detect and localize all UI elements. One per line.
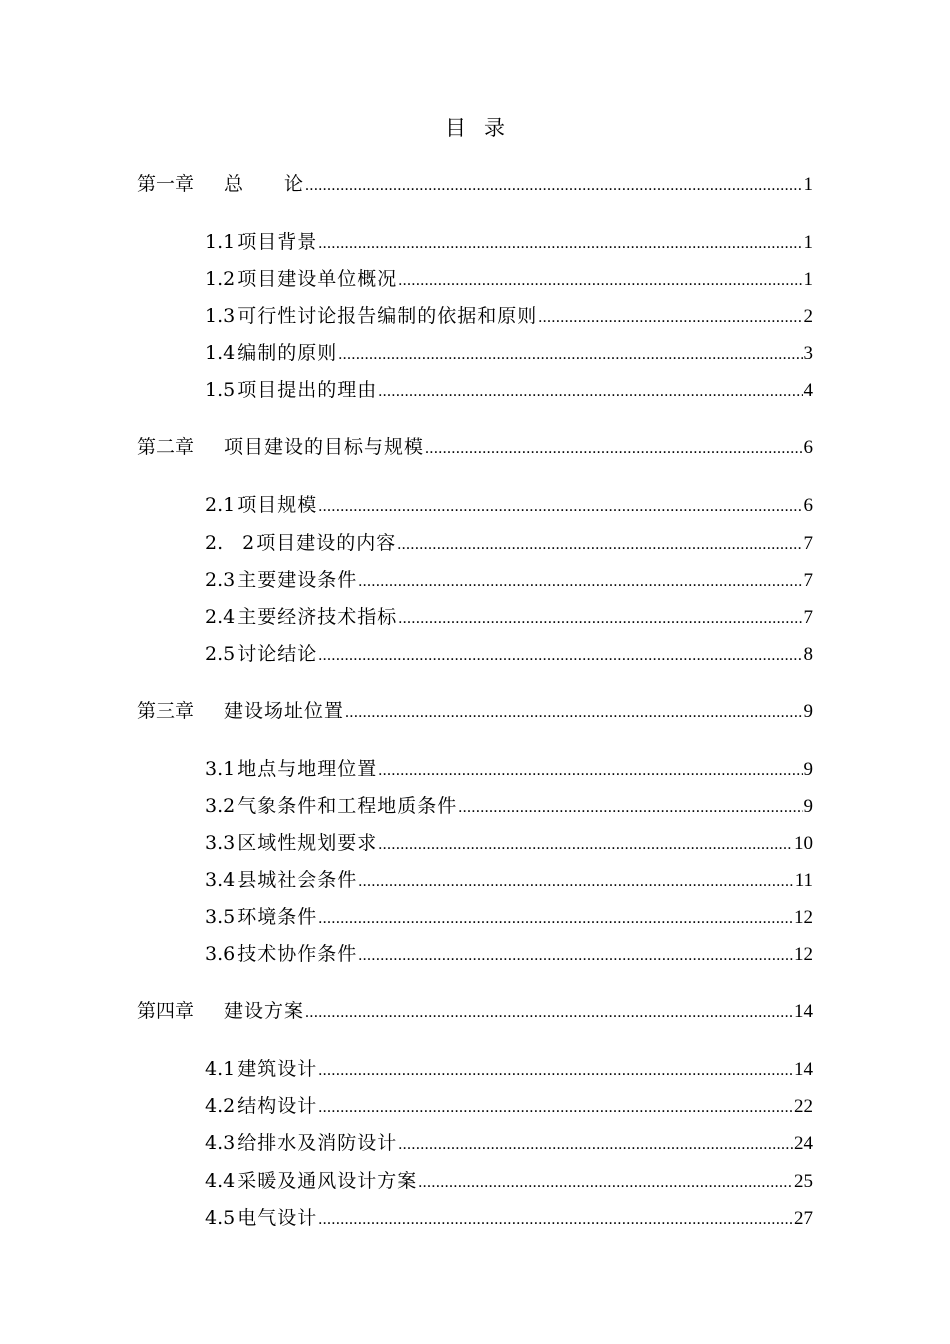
- toc-dot-leader: [397, 533, 802, 557]
- toc-page-number: 3: [803, 343, 813, 364]
- toc-entry-label: [137, 999, 304, 1023]
- toc-dot-leader: [345, 701, 802, 725]
- toc-page-number: 9: [803, 759, 813, 780]
- toc-dot-leader: [318, 1208, 793, 1232]
- toc-dot-leader: [378, 380, 802, 404]
- toc-dot-leader: [358, 570, 802, 594]
- toc-page-number: 24: [794, 1133, 813, 1154]
- toc-entry-text: 项目规模: [237, 494, 318, 516]
- toc-dot-leader: [318, 1059, 793, 1083]
- toc-entry-text: 主要建设条件: [237, 569, 358, 591]
- toc-section-entry[interactable]: [205, 1169, 813, 1195]
- toc-entry-number: 1.5: [205, 379, 236, 401]
- toc-entry-label: [205, 868, 357, 892]
- toc-entry-label: [205, 1094, 317, 1118]
- toc-page-number: 9: [803, 796, 813, 817]
- toc-entry-number: 2.5: [205, 643, 236, 665]
- toc-entry-text: 主要经济技术指标: [237, 606, 398, 628]
- toc-entry-label: [205, 267, 397, 291]
- toc-page-number: 7: [803, 570, 813, 591]
- toc-section-entry[interactable]: [205, 757, 813, 783]
- toc-entry-text: 地点与地理位置: [237, 758, 378, 780]
- toc-dot-leader: [378, 759, 802, 783]
- toc-entry-number: 4.1: [205, 1058, 236, 1080]
- toc-entry-number: 2. 2: [205, 532, 255, 554]
- toc-section-entry[interactable]: [205, 1094, 813, 1120]
- toc-entry-label: [205, 642, 317, 666]
- toc-section-entry[interactable]: [205, 230, 813, 256]
- toc-dot-leader: [318, 1096, 793, 1120]
- toc-entry-text: 结构设计: [237, 1095, 318, 1117]
- toc-entry-text: 给排水及消防设计: [237, 1132, 398, 1154]
- toc-entry-label: [205, 905, 317, 929]
- toc-section-entry[interactable]: [205, 341, 813, 367]
- toc-dot-leader: [358, 870, 793, 894]
- toc-entry-text: 建设场址位置: [224, 700, 345, 722]
- toc-entry-label: [205, 757, 377, 781]
- toc-entry-number: 3.3: [205, 832, 236, 854]
- toc-page-number: 11: [794, 870, 813, 891]
- toc-page-number: 27: [794, 1208, 813, 1229]
- toc-page-number: 14: [794, 1001, 813, 1022]
- toc-entry-text: 可行性讨论报告编制的依据和原则: [237, 305, 538, 327]
- toc-page-number: 9: [803, 701, 813, 722]
- toc-entry-label: [205, 378, 377, 402]
- toc-entry-label: [205, 304, 537, 328]
- toc-dot-leader: [538, 306, 802, 330]
- toc-chapter-entry[interactable]: [137, 172, 813, 198]
- toc-dot-leader: [305, 1001, 793, 1025]
- toc-section-entry[interactable]: [205, 1131, 813, 1157]
- toc-entry-number: 4.4: [205, 1170, 236, 1192]
- toc-entry-label: [205, 831, 377, 855]
- toc-entry-number: 3.6: [205, 943, 236, 965]
- toc-entry-number: 4.3: [205, 1132, 236, 1154]
- toc-dot-leader: [398, 607, 802, 631]
- toc-dot-leader: [425, 437, 802, 461]
- toc-section-entry[interactable]: [205, 794, 813, 820]
- toc-entry-number: 4.2: [205, 1095, 236, 1117]
- toc-section-entry[interactable]: [205, 531, 813, 557]
- toc-page-number: 6: [803, 437, 813, 458]
- toc-page-number: 8: [803, 644, 813, 665]
- toc-entry-text: 项目建设的内容: [256, 532, 397, 554]
- toc-dot-leader: [378, 833, 793, 857]
- toc-entry-label: [137, 172, 304, 196]
- toc-section-entry[interactable]: [205, 493, 813, 519]
- toc-dot-leader: [418, 1171, 793, 1195]
- toc-entry-text: 环境条件: [237, 906, 318, 928]
- toc-entry-text: 编制的原则: [237, 342, 338, 364]
- toc-entry-number: 第一章: [137, 173, 195, 195]
- toc-section-entry[interactable]: [205, 1206, 813, 1232]
- toc-dot-leader: [398, 1133, 793, 1157]
- toc-dot-leader: [318, 644, 802, 668]
- toc-entry-label: [205, 605, 397, 629]
- toc-entry-number: 1.4: [205, 342, 236, 364]
- toc-entry-text: 讨论结论: [237, 643, 318, 665]
- toc-page-number: 6: [803, 495, 813, 516]
- toc-title-part2: 录: [484, 116, 505, 140]
- toc-entry-text: 采暖及通风设计方案: [237, 1170, 418, 1192]
- toc-dot-leader: [318, 495, 802, 519]
- toc-page-number: 22: [794, 1096, 813, 1117]
- toc-entry-text: 区域性规划要求: [237, 832, 378, 854]
- toc-entry-label: [205, 942, 357, 966]
- toc-section-entry[interactable]: [205, 868, 813, 894]
- toc-entry-label: [137, 699, 344, 723]
- toc-page-number: 12: [794, 907, 813, 928]
- toc-entry-label: [137, 435, 424, 459]
- toc-dot-leader: [338, 343, 802, 367]
- toc-entry-number: 3.2: [205, 795, 236, 817]
- toc-entry-label: [205, 531, 396, 555]
- toc-page-number: 7: [803, 533, 813, 554]
- toc-page-number: 12: [794, 944, 813, 965]
- toc-dot-leader: [458, 796, 802, 820]
- toc-section-entry[interactable]: [205, 905, 813, 931]
- toc-entry-text: 县城社会条件: [237, 869, 358, 891]
- toc-entry-text: 项目提出的理由: [237, 379, 378, 401]
- toc-entry-label: [205, 568, 357, 592]
- toc-section-entry[interactable]: [205, 605, 813, 631]
- toc-entry-number: 3.1: [205, 758, 236, 780]
- toc-entry-number: 1.3: [205, 305, 236, 327]
- toc-entry-label: [205, 1131, 397, 1155]
- toc-page-number: 25: [794, 1171, 813, 1192]
- toc-section-entry[interactable]: [205, 267, 813, 293]
- toc-entry-label: [205, 230, 317, 254]
- toc-section-entry[interactable]: [205, 1057, 813, 1083]
- toc-page-number: 7: [803, 607, 813, 628]
- toc-dot-leader: [305, 174, 802, 198]
- toc-section-entry[interactable]: [205, 831, 813, 857]
- toc-entry-text: 项目背景: [237, 231, 318, 253]
- toc-section-entry[interactable]: [205, 304, 813, 330]
- toc-page-number: 1: [803, 269, 813, 290]
- toc-entry-number: 1.2: [205, 268, 236, 290]
- toc-entry-text: 建筑设计: [237, 1058, 318, 1080]
- toc-entry-label: [205, 1169, 417, 1193]
- toc-entry-label: [205, 1206, 317, 1230]
- toc-dot-leader: [358, 944, 793, 968]
- toc-chapter-entry[interactable]: [137, 699, 813, 725]
- toc-entry-number: 2.3: [205, 569, 236, 591]
- toc-dot-leader: [398, 269, 802, 293]
- toc-entry-number: 3.5: [205, 906, 236, 928]
- toc-page-number: 10: [794, 833, 813, 854]
- toc-entry-number: 1.1: [205, 231, 236, 253]
- toc-entry-label: [205, 493, 317, 517]
- toc-entry-number: 第三章: [137, 700, 195, 722]
- toc-page-number: 4: [803, 380, 813, 401]
- toc-page-number: 14: [794, 1059, 813, 1080]
- toc-entry-text: 技术协作条件: [237, 943, 358, 965]
- toc-title: [0, 112, 950, 142]
- toc-entry-text: 建设方案: [224, 1000, 305, 1022]
- toc-page-number: 2: [803, 306, 813, 327]
- toc-entry-number: 第四章: [137, 1000, 195, 1022]
- toc-dot-leader: [318, 232, 802, 256]
- toc-entry-text: 项目建设单位概况: [237, 268, 398, 290]
- toc-entry-text: 气象条件和工程地质条件: [237, 795, 458, 817]
- toc-section-entry[interactable]: [205, 568, 813, 594]
- toc-entry-number: 2.4: [205, 606, 236, 628]
- toc-page-number: 1: [803, 174, 813, 195]
- toc-entry-number: 4.5: [205, 1207, 236, 1229]
- toc-entry-label: [205, 794, 457, 818]
- toc-chapter-entry[interactable]: [137, 999, 813, 1025]
- toc-entry-text: 总 论: [224, 173, 305, 195]
- toc-entry-text: 电气设计: [237, 1207, 318, 1229]
- toc-title-part1: 目: [445, 116, 466, 140]
- toc-page-number: 1: [803, 232, 813, 253]
- toc-entry-number: 2.1: [205, 494, 236, 516]
- toc-entry-label: [205, 1057, 317, 1081]
- toc-chapter-entry[interactable]: [137, 435, 813, 461]
- toc-section-entry[interactable]: [205, 942, 813, 968]
- toc-entry-label: [205, 341, 337, 365]
- toc-entry-number: 第二章: [137, 436, 195, 458]
- toc-entry-text: 项目建设的目标与规模: [224, 436, 425, 458]
- toc-section-entry[interactable]: [205, 642, 813, 668]
- toc-dot-leader: [318, 907, 793, 931]
- toc-section-entry[interactable]: [205, 378, 813, 404]
- toc-entry-number: 3.4: [205, 869, 236, 891]
